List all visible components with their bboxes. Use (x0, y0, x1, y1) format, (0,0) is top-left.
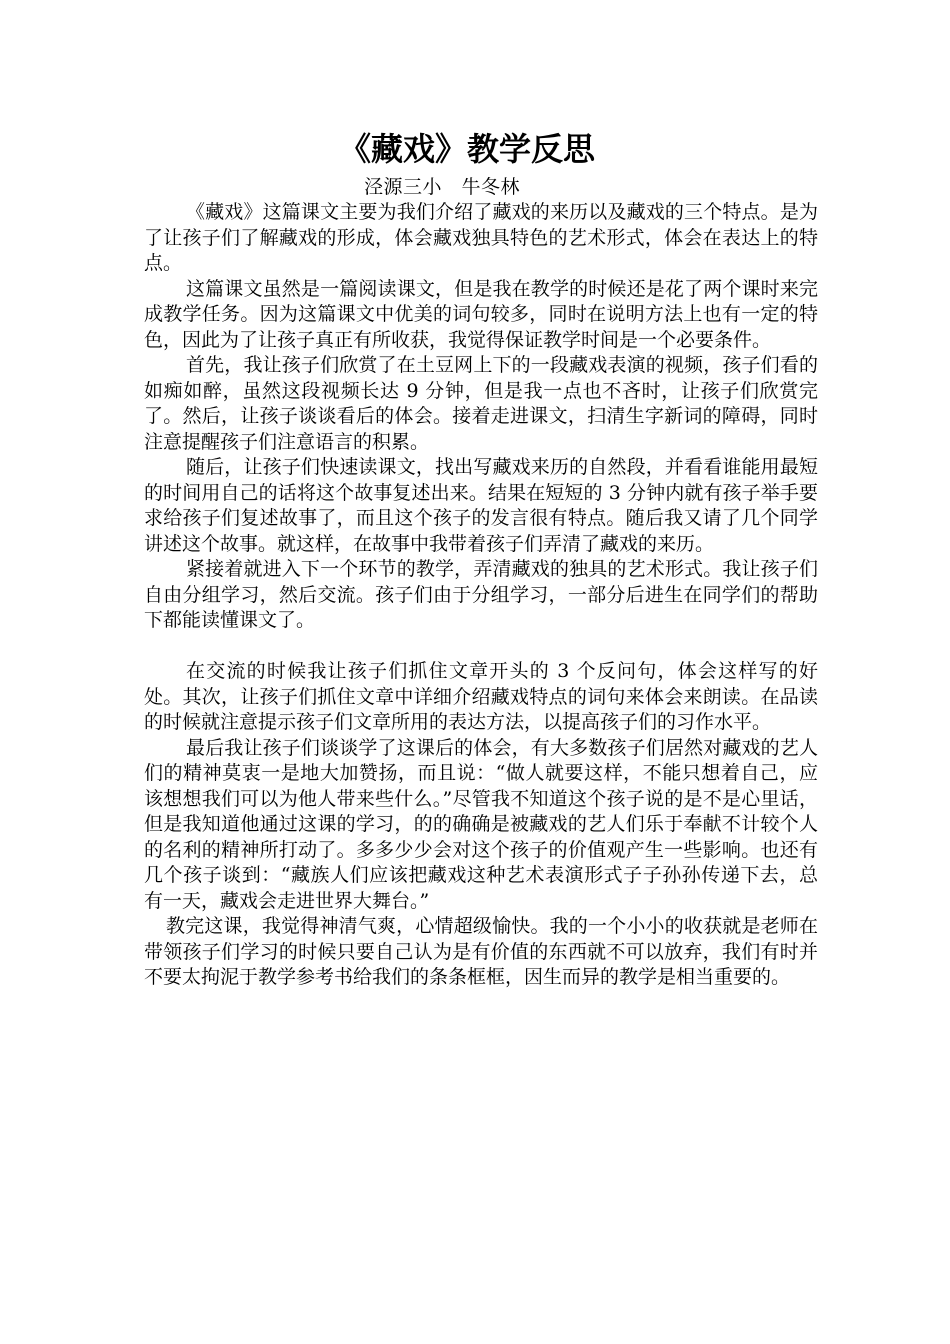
paragraph-first: 首先，我让孩子们欣赏了在土豆网上下的一段藏戏表演的视频，孩子们看的如痴如醉，虽然这段视频长达 9 分钟，但是我一点也不吝时，让孩子们欣赏完了。然后，让孩子谈谈看后的体会。接着走进课文，扫清生字新词的障碍，同时注意提醒孩子们注意语言的积累。 (144, 354, 818, 453)
paragraph-finally: 最后我让孩子们谈谈学了这课后的体会，有大多数孩子们居然对藏戏的艺人们的精神莫衷一是地大加赞扬，而且说：“做人就要这样，不能只想着自己，应该想想我们可以为他人带来些什么。”尽管我不知道这个孩子说的是不是心里话，但是我知道他通过这课的学习，的的确确是被藏戏的艺人们乐于奉献不计较个人的名利的精神所打动了。多多少少会对这个孩子的价值观产生一些影响。也还有几个孩子谈到：“藏族人们应该把藏戏这种艺术表演形式子子孙孙传递下去，总有一天，藏戏会走进世界大舞台。” (144, 736, 818, 912)
blank-line (144, 634, 818, 660)
paragraph-discussion: 在交流的时候我让孩子们抓住文章开头的 3 个反问句，体会这样写的好处。其次，让孩子们抓住文章中详细介绍藏戏特点的词句来体会来朗读。在品读的时候就注意提示孩子们文章所用的表达方法，以提高孩子们的习作水平。 (144, 660, 818, 733)
paragraph-conclusion: 教完这课，我觉得神清气爽，心情超级愉快。我的一个小小的收获就是老师在带领孩子们学习的时候只要自己认为是有价值的东西就不可以放弃，我们有时并不要太拘泥于教学参考书给我们的条条框框，因生而异的教学是相当重要的。 (144, 915, 818, 988)
paragraph-lesson-time: 这篇课文虽然是一篇阅读课文，但是我在教学的时候还是花了两个课时来完成教学任务。因为这篇课文中优美的词句较多，同时在说明方法上也有一定的特色，因此为了让孩子真正有所收获，我觉得保证教学时间是一个必要条件。 (144, 277, 818, 351)
document-author: 泾源三小 牛冬林 (363, 176, 520, 198)
paragraph-next: 紧接着就进入下一个环节的教学，弄清藏戏的独具的艺术形式。我让孩子们自由分组学习，然后交流。孩子们由于分组学习，一部分后进生在同学们的帮助下都能读懂课文了。 (144, 558, 818, 631)
paragraph-intro: 《藏戏》这篇课文主要为我们介绍了藏戏的来历以及藏戏的三个特点。是为了让孩子们了解藏戏的形成，体会藏戏独具特色的艺术形式，体会在表达上的特点。 (144, 201, 818, 274)
paragraph-then: 随后，让孩子们快速读课文，找出写藏戏来历的自然段，并看看谁能用最短的时间用自己的话将这个故事复述出来。结果在短短的 3 分钟内就有孩子举手要求给孩子们复述故事了，而且这个孩子的发言很有特点。随后我又请了几个同学讲述这个故事。就这样，在故事中我带着孩子们弄清了藏戏的来历。 (144, 456, 818, 555)
document-body (144, 200, 818, 991)
document-title: 《藏戏》教学反思 (338, 130, 595, 168)
